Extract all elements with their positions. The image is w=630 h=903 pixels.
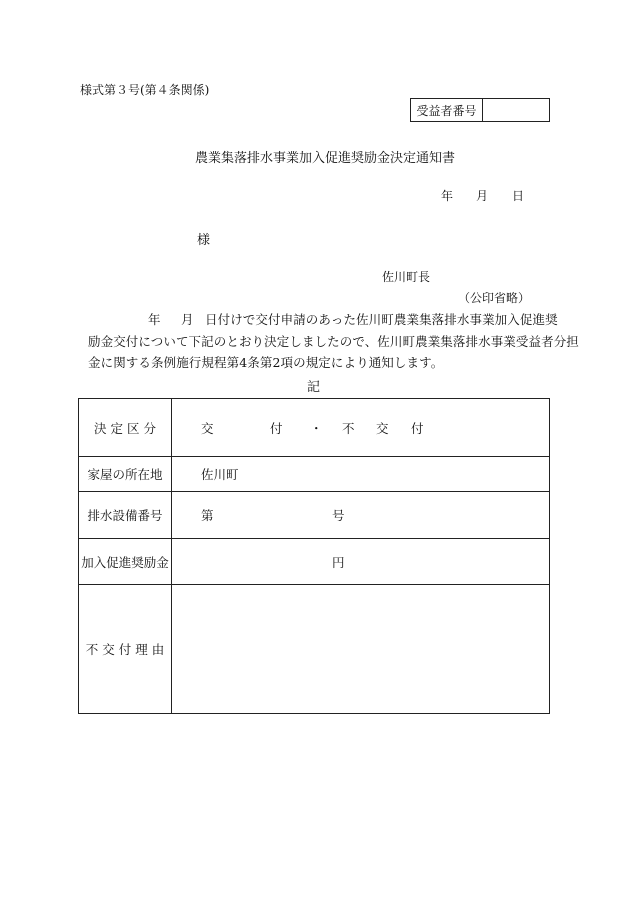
reason-label: 不 交 付 理 由 bbox=[79, 585, 172, 713]
table-row-subsidy bbox=[79, 539, 549, 585]
date-month-label: 月 bbox=[476, 189, 489, 203]
document-title: 農業集落排水事業加入促進奨励金決定通知書 bbox=[195, 151, 456, 166]
addressee-honorific: 様 bbox=[197, 233, 211, 248]
drainage-suffix: 号 bbox=[332, 508, 345, 523]
recipient-number-box bbox=[410, 98, 550, 122]
decision-option-nongrant-2[interactable]: 交 bbox=[376, 420, 389, 436]
date-year-label: 年 bbox=[441, 189, 454, 203]
decision-option-nongrant-3[interactable]: 付 bbox=[411, 420, 424, 436]
date-day-label: 日 bbox=[512, 189, 525, 203]
location-value: 佐川町 bbox=[201, 467, 239, 482]
recipient-number-label: 受益者番号 bbox=[411, 99, 483, 121]
subsidy-cell[interactable] bbox=[172, 539, 549, 584]
subsidy-label: 加入促進奨励金 bbox=[79, 539, 172, 584]
table-row-location bbox=[79, 457, 549, 492]
decision-option-nongrant-1[interactable]: 不 bbox=[342, 420, 355, 436]
table-row-drainage bbox=[79, 492, 549, 539]
issuer-name: 佐川町長 bbox=[382, 270, 431, 284]
table-row-decision bbox=[79, 399, 549, 457]
decision-option-grant-2[interactable]: 付 bbox=[270, 420, 283, 436]
subsidy-unit: 円 bbox=[332, 554, 345, 570]
form-number: 様式第３号(第４条関係) bbox=[80, 83, 210, 97]
location-cell[interactable] bbox=[172, 457, 549, 491]
body-line-3: 金に関する条例施行規程第4条第2項の規定により通知します。 bbox=[88, 355, 444, 370]
location-label: 家屋の所在地 bbox=[79, 457, 172, 491]
body-year: 年 bbox=[148, 312, 161, 327]
reason-cell[interactable] bbox=[172, 585, 549, 713]
decision-separator: ・ bbox=[310, 420, 323, 436]
decision-label: 決 定 区 分 bbox=[79, 399, 172, 456]
body-line-1: 日付けで交付申請のあった佐川町農業集落排水事業加入促進奨 bbox=[205, 312, 558, 327]
decision-table bbox=[78, 398, 550, 714]
ki-heading: 記 bbox=[307, 380, 321, 395]
body-line-2: 励金交付について下記のとおり決定しましたので、佐川町農業集落排水事業受益者分担 bbox=[88, 334, 579, 349]
decision-option-grant-1[interactable]: 交 bbox=[201, 420, 214, 436]
decision-cell bbox=[172, 399, 549, 456]
seal-omitted-note: （公印省略） bbox=[458, 291, 531, 305]
drainage-cell[interactable] bbox=[172, 492, 549, 538]
drainage-label: 排水設備番号 bbox=[79, 492, 172, 538]
recipient-number-field[interactable] bbox=[483, 99, 549, 121]
drainage-prefix: 第 bbox=[201, 508, 214, 523]
table-row-reason bbox=[79, 585, 549, 713]
body-month: 月 bbox=[181, 312, 194, 327]
